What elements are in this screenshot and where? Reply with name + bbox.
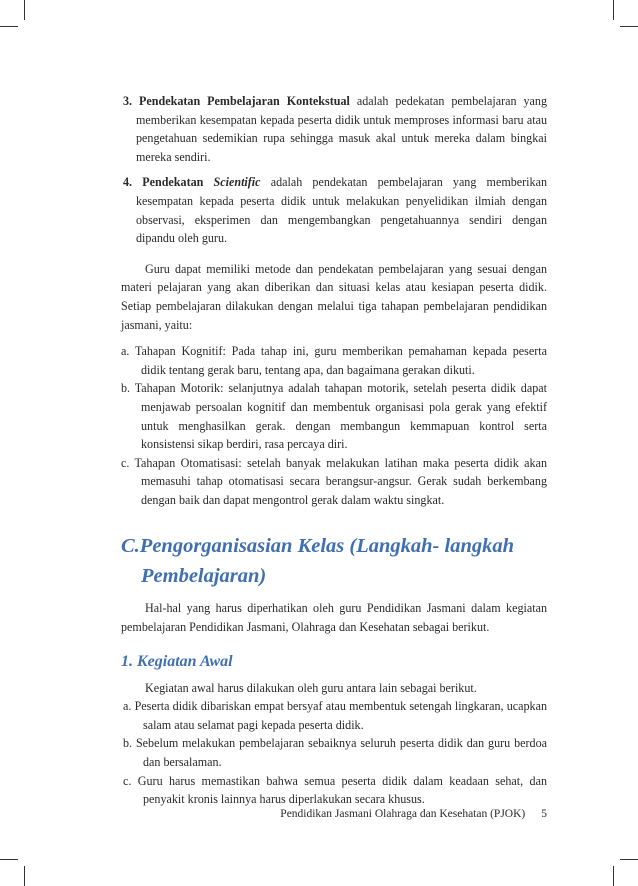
crop-mark [613,0,614,20]
crop-mark [0,26,18,27]
list-item: b. Tahapan Motorik: selanjutnya adalah tahapan motorik, setelah peserta didik dapat menjawab persoalan kognitif dan membentuk organisasi pola gerak yang efektif untuk menghasilkan gerak. dengan membangun kemmapuan kontrol serta konsistensi sikap berdiri, rasa percaya diri. [121,381,547,452]
paragraph-methods: Guru dapat memiliki metode dan pendekatan pembelajaran yang sesuai dengan materi pelajaran yang akan diberikan dan situasi kelas atau kesiapan peserta didik. Setiap pembelajaran dilakukan dengan melalui tiga tahapan pembelajaran pendidikan jasmani, yaitu: [121,261,547,332]
crop-mark [620,859,638,860]
list-item: a. Tahapan Kognitif: Pada tahap ini, guru memberikan pemahaman kepada peserta didik tentang gerak baru, tentang apa, dan bagaimana gerakan dikuti. [121,344,547,377]
page-content [123,92,547,809]
list-item: b. Sebelum melakukan pembelajaran sebaiknya seluruh peserta didik dan guru berdoa dan bersalaman. [123,736,547,770]
approach-item-3: 3. Pendekatan Pembelajaran Kontekstual adalah pedekatan pembelajaran yang memberikan kesempatan kepada peserta didik untuk memproses informasi baru atau pengetahuan sedemikian rupa sehingga masuk akal untuk mereka dalam bingkai mereka sendiri. [123,94,547,164]
crop-mark [24,866,25,886]
page-footer [0,808,547,820]
approach-item-4: 4. Pendekatan Scientific adalah pendekatan pembelajaran yang memberikan kesempatan kepada peserta didik untuk melakukan penyelidikan ilmiah dengan observasi, eksperimen dan mengembangkan pengetahuannya sendiri dengan dipandu oleh guru. [123,175,547,246]
step-list [123,697,547,809]
stage-list [121,342,547,509]
crop-mark [613,866,614,886]
crop-mark [0,859,18,860]
paragraph-kegiatan: Kegiatan awal harus dilakukan oleh guru antara lain sebagai berikut. [145,680,477,695]
list-item: c. Tahapan Otomatisasi: setelah banyak melakukan latihan maka peserta didik akan memasuhi tahap otomatisasi secara berangsur-angsur. Gerak sudah berkembang dengan baik dan dapat mengontrol gerak dalam waktu singkat. [121,455,547,507]
list-item: c. Guru harus memastikan bahwa semua peserta didik dalam keadaan sehat, dan penyakit kronis lainnya harus diperlakukan secara khusus. [123,773,547,807]
subsection-heading-1: 1. Kegiatan Awal [121,652,233,670]
crop-mark [620,26,638,27]
section-heading-c: C.Pengorganisasian Kelas (Langkah- langkah Pembelajaran) [121,535,514,588]
page-number: 5 [541,808,547,820]
footer-title: Pendidikan Jasmani Olahraga dan Kesehatan (PJOK) [280,808,526,820]
paragraph-intro: Hal-hal yang harus diperhatikan oleh guru Pendidikan Jasmani dalam kegiatan pembelajaran Pendidikan Jasmani, Olahraga dan Kesehatan sebagai berikut. [121,601,547,635]
crop-mark [24,0,25,20]
list-item: a. Peserta didik dibariskan empat bersyaf atau membentuk setengah lingkaran, ucapkan salam atau selamat pagi kepada peserta didik. [123,699,547,732]
